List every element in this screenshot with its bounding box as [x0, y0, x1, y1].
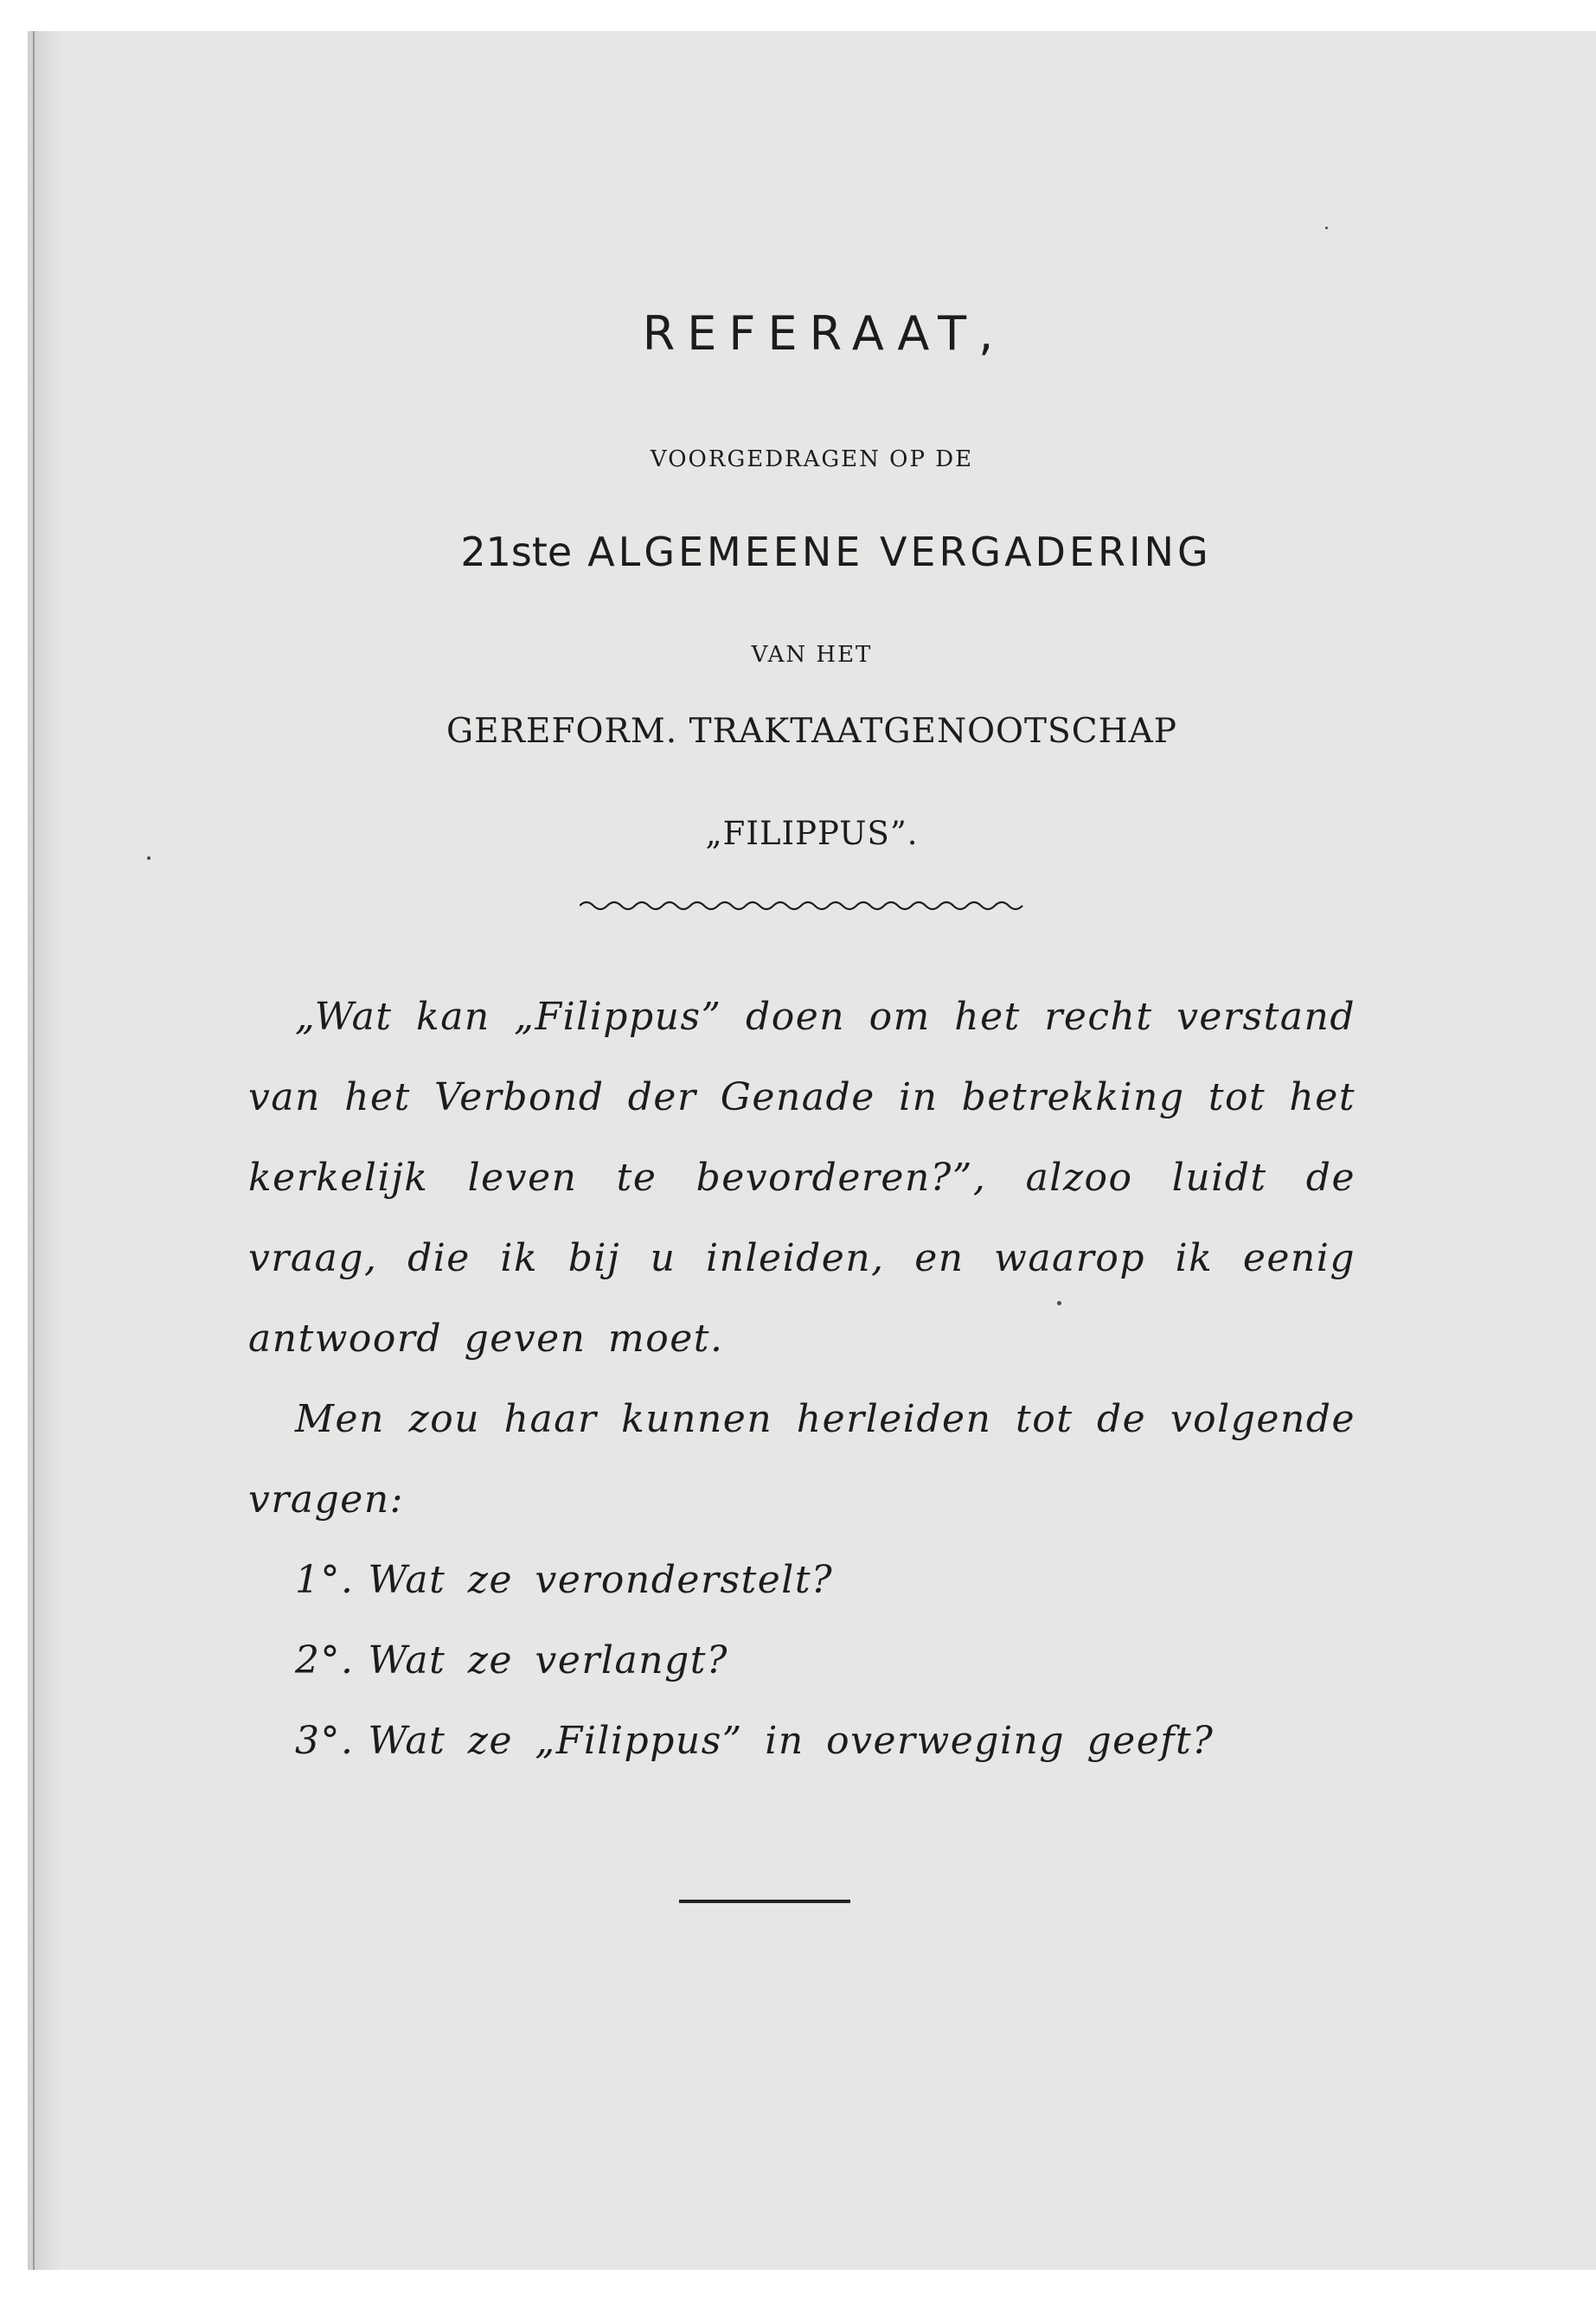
second-paragraph: Men zou haar kunnen herleiden tot de volgende vragen: [248, 1397, 1356, 1522]
assembly-number: 21ste [460, 529, 573, 575]
question-number: 3°. [295, 1719, 355, 1763]
question-number: 2°. [295, 1638, 355, 1682]
van-het-line: VAN HET [751, 642, 873, 668]
society-name: „FILIPPUS”. [705, 815, 919, 852]
question-text: Wat ze „Filippus” in overweging geeft? [368, 1719, 1215, 1763]
body-text [248, 977, 1356, 1781]
society-heading: GEREFORM. TRAKTAATGENOOTSCHAP [445, 712, 1178, 751]
paper-speck [1057, 1301, 1061, 1305]
question-text: Wat ze verlangt? [368, 1638, 729, 1682]
opening-paragraph: „Wat kan „Filippus” doen om het recht verstand van het Verbond der Genade in betrekking tot het kerkelijk leven te bevorderen?”, alzoo luidt de vraag, die ik bij u inleiden, en waarop ik eenig antwoord geven moet. [248, 995, 1356, 1361]
assembly-name: ALGEMEENE VERGADERING [587, 529, 1212, 575]
list-item [248, 1701, 1356, 1781]
paper-speck [147, 856, 151, 860]
assembly-heading [28, 529, 1596, 575]
closing-rule [679, 1900, 850, 1903]
paper-speck [1325, 227, 1328, 229]
list-item [248, 1540, 1356, 1620]
page-binding-shadow [28, 31, 62, 2270]
binding-edge-line [33, 31, 35, 2270]
intro-line: VOORGEDRAGEN OP DE [650, 446, 974, 472]
document-title: REFERAAT, [642, 306, 1006, 361]
wavy-ornament-divider [580, 896, 1029, 915]
scanned-page [28, 31, 1596, 2270]
list-item [248, 1620, 1356, 1701]
question-list [248, 1540, 1356, 1781]
question-text: Wat ze veronderstelt? [368, 1558, 834, 1602]
question-number: 1°. [295, 1558, 355, 1602]
